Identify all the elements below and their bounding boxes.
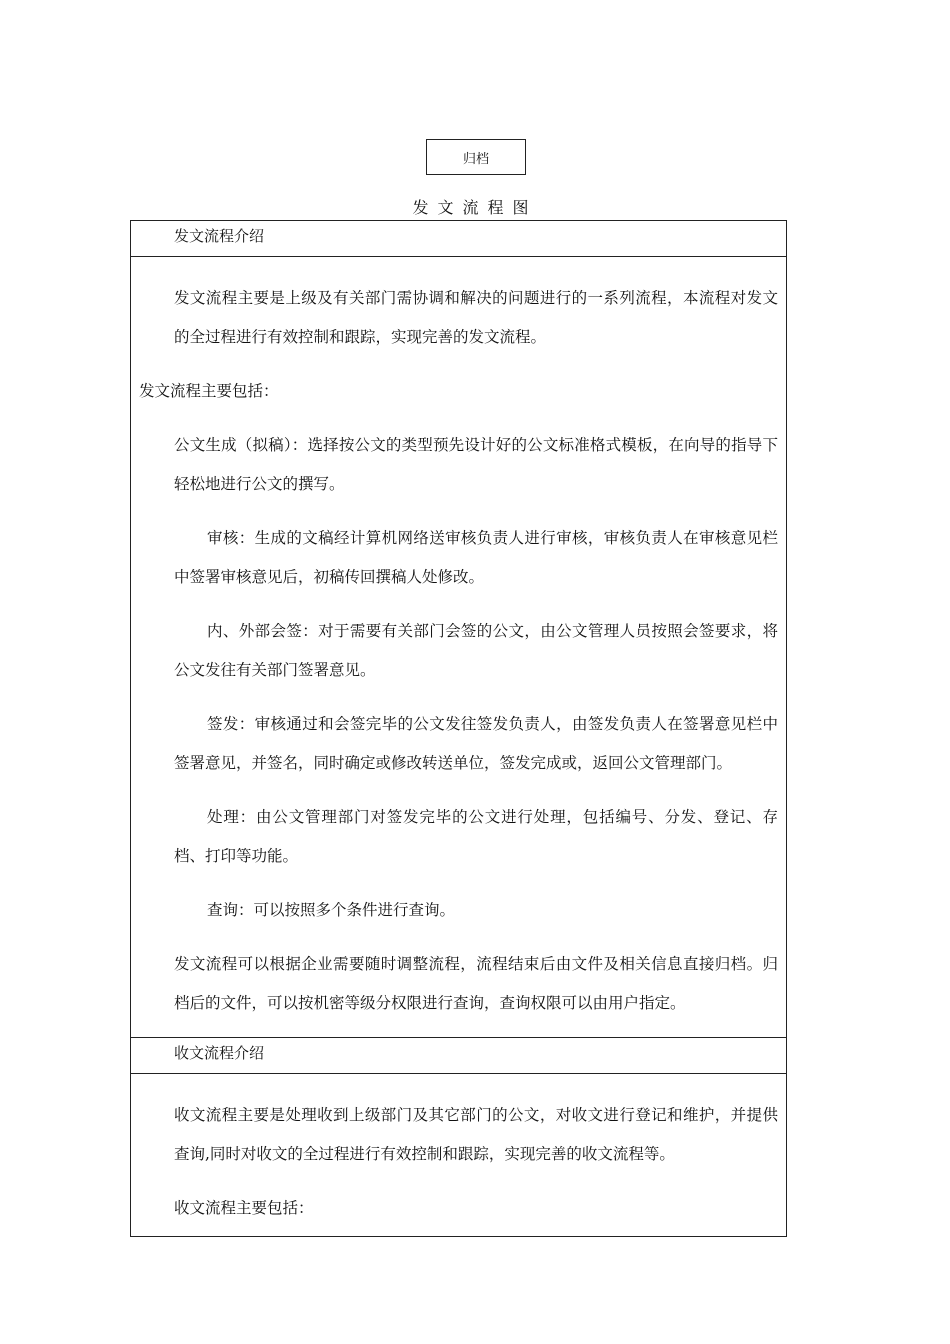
issue-section-title: 发文流程介绍	[131, 221, 786, 257]
issue-includes-heading: 发文流程主要包括：	[139, 382, 279, 400]
issue-step-drafting: 公文生成（拟稿）：选择按公文的类型预先设计好的公文标准格式模板，在向导的指导下轻松地进行公文的撰写。	[174, 436, 778, 493]
issue-step-countersign: 内、外部会签：对于需要有关部门会签的公文，由公文管理人员按照会签要求，将公文发往有关部门签署意见。	[174, 622, 778, 679]
issue-step-query: 查询：可以按照多个条件进行查询。	[207, 901, 456, 919]
issue-closing-paragraph: 发文流程可以根据企业需要随时调整流程，流程结束后由文件及相关信息直接归档。归档后的文件，可以按机密等级分权限进行查询，查询权限可以由用户指定。	[174, 955, 778, 1012]
flowchart-caption: 发文流程图	[412, 198, 538, 217]
receive-includes-heading: 收文流程主要包括：	[174, 1199, 314, 1217]
receive-section-body	[131, 1074, 786, 1236]
archive-box	[426, 139, 526, 175]
issue-step-review: 审核：生成的文稿经计算机网络送审核负责人进行审核，审核负责人在审核意见栏中签署审核意见后，初稿传回撰稿人处修改。	[174, 529, 778, 586]
issue-step-processing: 处理：由公文管理部门对签发完毕的公文进行处理，包括编号、分发、登记、存档、打印等功能。	[174, 808, 778, 865]
issue-section-body	[131, 257, 786, 1038]
receive-intro-paragraph: 收文流程主要是处理收到上级部门及其它部门的公文，对收文进行登记和维护，并提供查询,同时对收文的全过程进行有效控制和跟踪，实现完善的收文流程等。	[174, 1106, 778, 1163]
receive-section-title: 收文流程介绍	[131, 1038, 786, 1074]
issue-step-sign-off: 签发：审核通过和会签完毕的公文发往签发负责人，由签发负责人在签署意见栏中签署意见，并签名，同时确定或修改转送单位，签发完成或，返回公文管理部门。	[174, 715, 778, 772]
archive-box-label: 归档	[462, 151, 489, 167]
issue-intro-paragraph: 发文流程主要是上级及有关部门需协调和解决的问题进行的一系列流程，本流程对发文的全过程进行有效控制和跟踪，实现完善的发文流程。	[174, 289, 778, 346]
process-table	[130, 220, 787, 1237]
